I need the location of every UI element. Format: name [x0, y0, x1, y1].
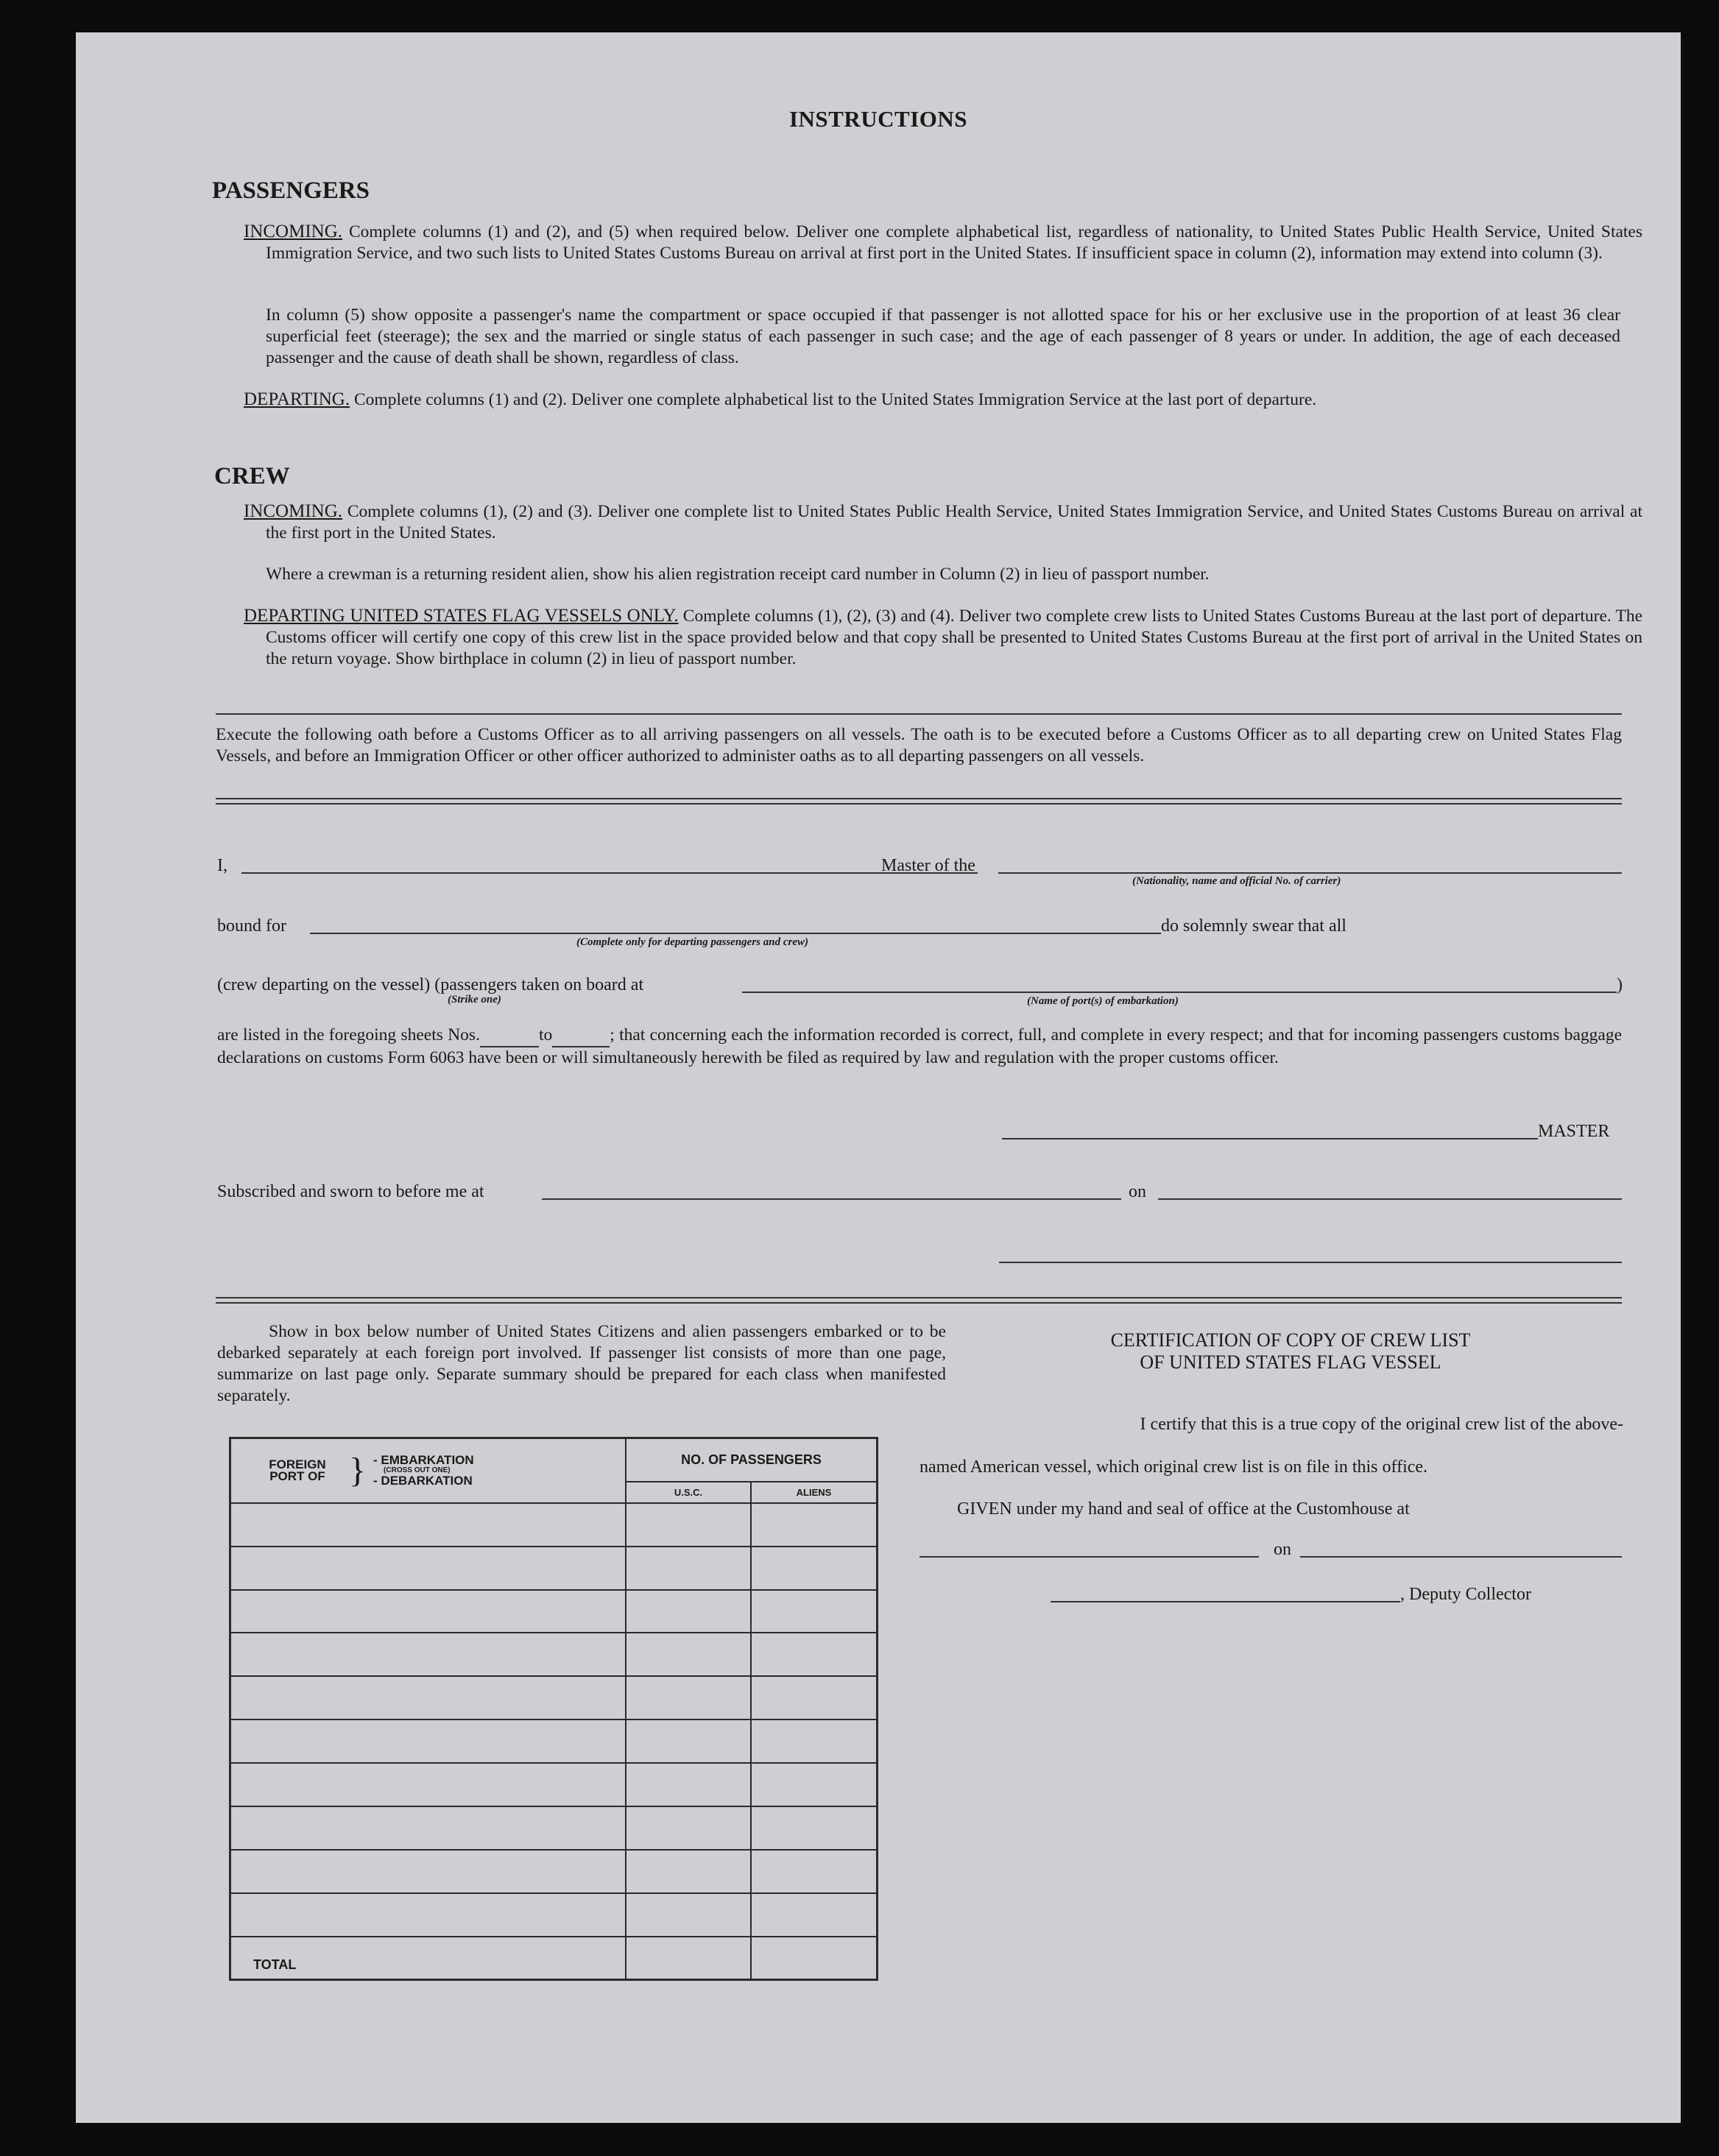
port-cell[interactable]: [230, 1547, 626, 1590]
certification-on-label: on: [1274, 1540, 1291, 1559]
usc-cell[interactable]: [626, 1633, 751, 1676]
table-row: [230, 1503, 878, 1547]
usc-cell[interactable]: [626, 1893, 751, 1937]
total-aliens-cell[interactable]: [751, 1937, 878, 1979]
officer-signature-line[interactable]: [999, 1262, 1622, 1263]
passengers-incoming-text: Complete columns (1) and (2), and (5) when required below. Deliver one complete alphabetical list, regardless of nationality, to United States Public Health Service, United States Immigration Service, and two such lists to United States Customs Bureau on arrival at first port in the United States. If insufficient space in column (2), information may extend into column (3).: [266, 222, 1643, 263]
port-cell[interactable]: [230, 1720, 626, 1763]
sheet-to-field[interactable]: [552, 1025, 610, 1047]
passengers-incoming-label: INCOMING.: [244, 222, 343, 241]
sworn-place-field-line[interactable]: [542, 1198, 1121, 1200]
table-row: [230, 1676, 878, 1720]
port-cell[interactable]: [230, 1806, 626, 1850]
usc-cell[interactable]: [626, 1763, 751, 1806]
listed-paragraph: [217, 1025, 1622, 1069]
subscribed-label: Subscribed and sworn to before me at: [217, 1182, 484, 1201]
deputy-collector-label: , Deputy Collector: [1400, 1585, 1531, 1604]
port-cell[interactable]: [230, 1676, 626, 1720]
master-signature-line[interactable]: [1002, 1138, 1538, 1139]
port-cell[interactable]: [230, 1893, 626, 1937]
port-cell[interactable]: [230, 1763, 626, 1806]
crew-departing-text: Complete columns (1), (2), (3) and (4). Deliver two complete crew lists to United States Customs Bureau at the last port of departure. The Customs officer will certify one copy of this crew list in the space provided below and that copy shall be presented to United States Customs Bureau at the first port of arrival in the United States on the return voyage. Show birthplace in column (2) in lieu of passport number.: [266, 607, 1642, 668]
passenger-summary-table: [229, 1437, 878, 1981]
close-paren: ): [1617, 975, 1623, 994]
port-cell[interactable]: [230, 1503, 626, 1547]
usc-cell[interactable]: [626, 1676, 751, 1720]
aliens-cell[interactable]: [751, 1806, 878, 1850]
usc-cell[interactable]: [626, 1720, 751, 1763]
certification-title-line-2: OF UNITED STATES FLAG VESSEL: [1140, 1351, 1441, 1373]
aliens-cell[interactable]: [751, 1893, 878, 1937]
divider: [216, 713, 1622, 715]
passengers-incoming-paragraph: [244, 221, 1642, 264]
aliens-cell[interactable]: [751, 1503, 878, 1547]
embarkation-port-field-line[interactable]: [742, 992, 1617, 993]
customhouse-field-line[interactable]: [919, 1556, 1259, 1558]
embarkation-label: - EMBARKATION: [373, 1452, 474, 1467]
aliens-cell[interactable]: [751, 1850, 878, 1893]
on-label: on: [1129, 1182, 1146, 1201]
table-row: [230, 1893, 878, 1937]
crew-heading: CREW: [214, 463, 290, 489]
crew-passengers-label: (crew departing on the vessel) (passengers taken on board at: [217, 975, 644, 994]
usc-header: U.S.C.: [626, 1482, 751, 1503]
total-usc-cell[interactable]: [626, 1937, 751, 1979]
foreign-port-label: FOREIGN PORT OF: [269, 1457, 326, 1483]
aliens-cell[interactable]: [751, 1763, 878, 1806]
passengers-column5-paragraph: In column (5) show opposite a passenger's name the compartment or space occupied if that passenger is not allotted space for his or her exclusive use in the proportion of at least 36 clear superficial feet (steerage); the sex and the married or single status of each passenger in such case; and the age of each passenger of 8 years or under. In addition, the age of each deceased passenger and the cause of death shall be shown, regardless of class.: [266, 305, 1620, 367]
usc-cell[interactable]: [626, 1806, 751, 1850]
aliens-cell[interactable]: [751, 1590, 878, 1633]
aliens-cell[interactable]: [751, 1720, 878, 1763]
departing-note: (Complete only for departing passengers and crew): [576, 936, 808, 948]
certification-line-2: named American vessel, which original crew list is on file in this office.: [919, 1457, 1428, 1477]
table-row: [230, 1763, 878, 1806]
swear-label: do solemnly swear that all: [1161, 916, 1346, 936]
brace-glyph: }: [349, 1450, 367, 1490]
table-row: [230, 1806, 878, 1850]
listed-text-1: are listed in the foregoing sheets Nos.: [217, 1025, 480, 1045]
listed-text-3: that for incoming passengers customs baggage declarations on customs Form 6063 have been or will simultaneously herewith be filed as required by law and regulation with the proper customs officer.: [217, 1025, 1623, 1067]
aliens-cell[interactable]: [751, 1547, 878, 1590]
table-row: [230, 1633, 878, 1676]
bound-for-label: bound for: [217, 916, 286, 936]
usc-cell[interactable]: [626, 1850, 751, 1893]
page-title: INSTRUCTIONS: [788, 106, 967, 132]
carrier-field-line[interactable]: [998, 872, 1622, 874]
usc-cell[interactable]: [626, 1590, 751, 1633]
crew-incoming-label: INCOMING.: [244, 501, 343, 521]
strike-one-note: (Strike one): [448, 994, 501, 1005]
certification-line-1: I certify that this is a true copy of the original crew list of the above-: [1140, 1415, 1623, 1434]
passengers-departing-label: DEPARTING.: [244, 389, 350, 409]
crew-incoming-paragraph: [244, 501, 1642, 544]
port-cell[interactable]: [230, 1850, 626, 1893]
total-label: TOTAL: [230, 1937, 626, 1979]
name-field-line[interactable]: [241, 872, 978, 874]
table-row: [230, 1547, 878, 1590]
divider: [216, 1302, 1622, 1304]
certification-title-line-1: CERTIFICATION OF COPY OF CREW LIST: [1110, 1329, 1471, 1351]
foreign-port-header: [230, 1438, 626, 1503]
sworn-date-field-line[interactable]: [1158, 1198, 1622, 1200]
sheet-from-field[interactable]: [480, 1025, 539, 1047]
debarkation-label: - DEBARKATION: [373, 1473, 473, 1488]
master-of-label: Master of the: [881, 856, 975, 875]
divider: [216, 1297, 1622, 1298]
divider: [216, 798, 1622, 799]
listed-text-2: ; that concerning each the information recorded is correct, full, and complete in every respect; and: [610, 1025, 1293, 1045]
master-label: MASTER: [1538, 1122, 1610, 1141]
deputy-signature-line[interactable]: [1051, 1601, 1400, 1602]
crew-departing-label: DEPARTING UNITED STATES FLAG VESSELS ONLY.: [244, 606, 679, 626]
divider: [216, 803, 1622, 805]
table-row: [230, 1720, 878, 1763]
listed-to: to: [538, 1025, 553, 1045]
passengers-count-header: NO. OF PASSENGERS: [626, 1438, 878, 1482]
passengers-departing-text: Complete columns (1) and (2). Deliver one complete alphabetical list to the United States Immigration Service at the last port of departure.: [354, 390, 1317, 409]
port-cell[interactable]: [230, 1590, 626, 1633]
summary-instructions: Show in box below number of United States Citizens and alien passengers embarked or to be debarked separately at each foreign port involved. If passenger list consists of more than one page, summarize on last page only. Separate summary should be prepared for each class when manifested separately.: [217, 1322, 946, 1405]
table-row: [230, 1590, 878, 1633]
carrier-note: (Nationality, name and official No. of carrier): [1132, 875, 1341, 887]
crew-departing-paragraph: [244, 605, 1642, 670]
port-cell[interactable]: [230, 1633, 626, 1676]
aliens-cell[interactable]: [751, 1633, 878, 1676]
passengers-departing-paragraph: [244, 389, 1642, 411]
oath-intro-paragraph: Execute the following oath before a Customs Officer as to all arriving passengers on all vessels. The oath is to be executed before a Customs Officer as to all departing crew on United States Flag Vessels, and before an Immigration Officer or other officer authorized to administer oaths as to all departing passengers on all vessels.: [216, 725, 1622, 766]
aliens-cell[interactable]: [751, 1676, 878, 1720]
certification-date-field-line[interactable]: [1300, 1556, 1622, 1558]
table-row: [230, 1850, 878, 1893]
certification-title: [959, 1329, 1622, 1374]
crew-incoming-text: Complete columns (1), (2) and (3). Deliver one complete list to United States Public Health Service, United States Immigration Service, and United States Customs Bureau on arrival at the first port in the United States.: [266, 502, 1642, 542]
cross-out-note: (CROSS OUT ONE): [384, 1466, 451, 1474]
aliens-header: ALIENS: [751, 1482, 878, 1503]
passengers-heading: PASSENGERS: [212, 177, 370, 204]
usc-cell[interactable]: [626, 1547, 751, 1590]
oath-i-label: I,: [217, 856, 227, 875]
certification-line-3: GIVEN under my hand and seal of office at the Customhouse at: [957, 1499, 1410, 1519]
bound-for-field-line[interactable]: [310, 933, 1161, 934]
port-note: (Name of port(s) of embarkation): [1027, 995, 1179, 1007]
usc-cell[interactable]: [626, 1503, 751, 1547]
document-page: [76, 32, 1681, 2123]
crew-crewman-paragraph: Where a crewman is a returning resident alien, show his alien registration receipt card number in Column (2) in lieu of passport number.: [266, 565, 1210, 584]
